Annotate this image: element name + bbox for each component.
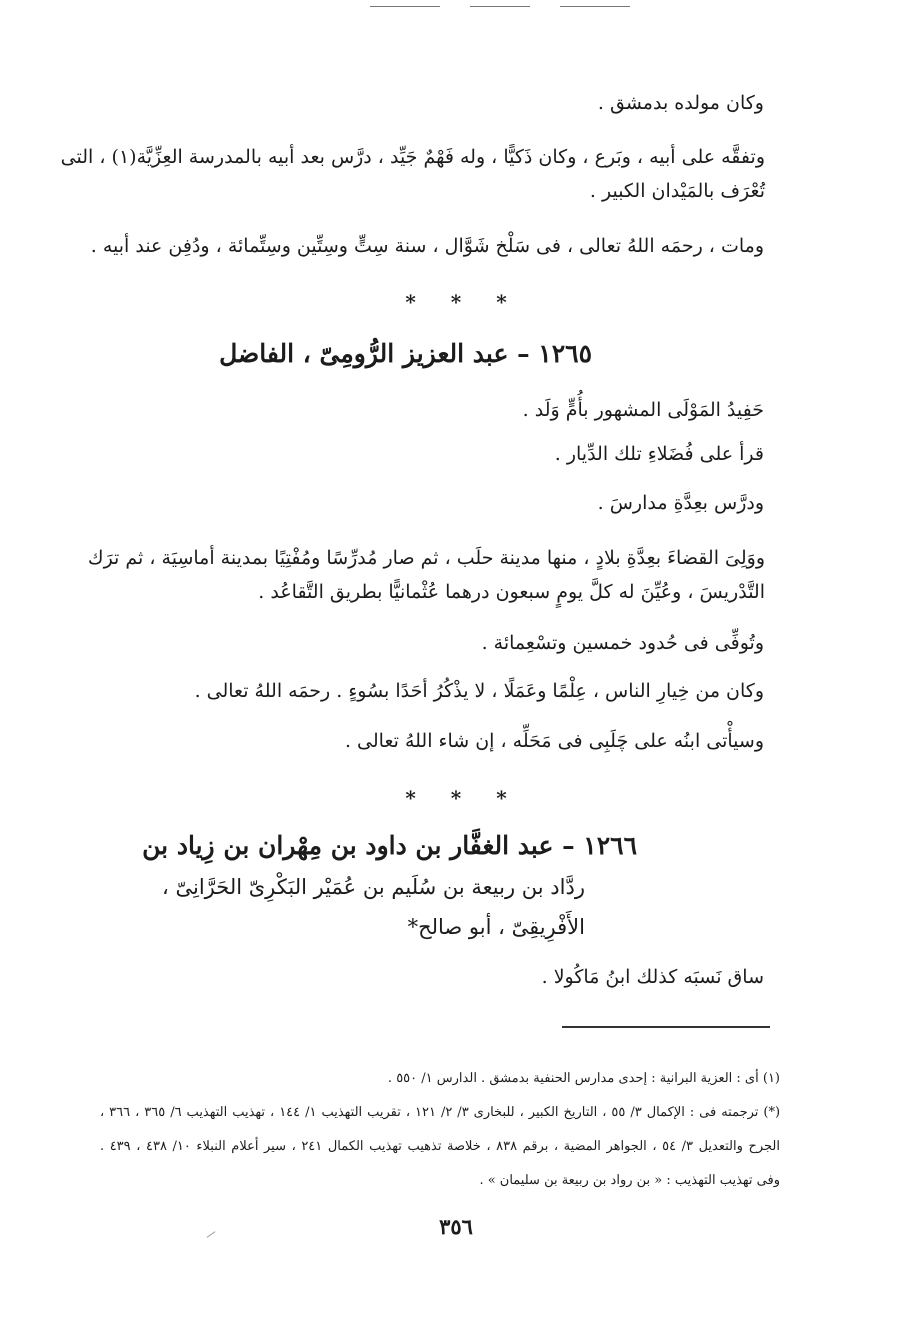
footnote-line: (*) ترجمته فى : الإكمال ٣/ ٥٥ ، التاريخ الكبير ، للبخارى ٣/ ٢/ ١٢١ ، تقريب التهذيب ١/ ١٤٤ ، تهذيب التهذيب ٦/ ٣٦٥ ، ٣٦٦ ، (100, 1105, 781, 1120)
text-line: حَفِيدُ المَوْلَى المشهور بأُمٍّ وَلَد . (522, 399, 764, 421)
text-line: وتفقَّه على أبيه ، وبَرع ، وكان ذَكيًّا ، وله فَهْمٌ جَيِّد ، درَّس بعد أبيه بالمدرسة العِزِّيَّة(١) ، التى (60, 146, 765, 168)
entry-1265-body (90, 626, 764, 660)
footnote-line: وفى تهذيب التهذيب : « بن رواد بن ربيعة بن سليمان » . (479, 1173, 780, 1188)
section-separator: * * * (405, 290, 507, 314)
entry-1265-body (90, 724, 764, 758)
entry-1265-body (87, 541, 765, 609)
text-line: قرأ على فُضَلاءِ تلك الدِّيار . (554, 443, 764, 465)
entry-prev-body (60, 140, 765, 208)
text-line: وتُوفِّى فى حُدود خمسين وتسْعِمائة . (481, 632, 764, 654)
entry-1266-body (90, 960, 764, 994)
footnote-separator (562, 1026, 770, 1028)
section-separator: * * * (405, 786, 507, 810)
header-rule (370, 6, 440, 7)
header-rule (560, 6, 630, 7)
heading-line: الأَفْرِيقِىّ ، أبو صالح* (407, 915, 585, 939)
footnote-line: الجرح والتعديل ٣/ ٥٤ ، الجواهر المضية ، برقم ٨٣٨ ، خلاصة تذهيب تهذيب الكمال ٢٤١ ، سير أعلام النبلاء ١٠/ ٤٣٨ ، ٤٣٩ . (100, 1139, 781, 1154)
header-rule (470, 6, 530, 7)
entry-heading-1266 (142, 826, 637, 947)
entry-prev-body (90, 86, 764, 120)
text-line: ساق نَسبَه كذلك ابنُ مَاكُولا . (541, 966, 764, 988)
heading-line: ردَّاد بن ربيعة بن سُلَيم بن عُمَيْر البَكْرِىّ الحَرَّانِىّ ، (162, 875, 585, 899)
text-line: التَّدْريسَ ، وعُيِّنَ له كلَّ يومٍ سبعون درهما عُثْمانيًّا بطريق التَّقاعُد . (258, 581, 765, 603)
entry-heading-1265: ١٢٦٥ – عبد العزيز الرُّومِىّ ، الفاضل (219, 339, 592, 368)
footnote-line: (١) أى : العزية البرانية : إحدى مدارس الحنفية بدمشق . الدارس ١/ ٥٥٠ . (387, 1071, 780, 1086)
text-line: وسيأْتى ابنُه على چَلَبِى فى مَحَلِّه ، إن شاء اللهُ تعالى . (344, 730, 764, 752)
entry-1265-body (90, 393, 764, 427)
text-line: ودرَّس بعِدَّةِ مدارسَ . (597, 492, 764, 514)
heading-line: ١٢٦٦ – عبد الغفَّار بن داود بن مِهْران بن زِياد بن (142, 831, 637, 860)
footnotes (100, 1062, 780, 1198)
entry-1265-body (90, 486, 764, 520)
header-rules (300, 6, 630, 10)
entry-1265-body (90, 674, 764, 708)
entry-1265-body (90, 437, 764, 471)
text-line: ومات ، رحمَه اللهُ تعالى ، فى سَلْخ شَوَّال ، سنة سِتٍّ وسِتِّين وسِتِّمائة ، ودُفِن عند أبيه . (90, 235, 764, 257)
page-number: ٣٥٦ (439, 1214, 473, 1239)
text-line: وكان من خِيارِ الناس ، عِلْمًا وعَمَلًا ، لا يذْكُرُ أحَدًا بسُوءٍ . رحمَه اللهُ تعالى . (194, 680, 764, 702)
entry-prev-body (90, 229, 764, 263)
text-line: تُعْرَف بالمَيْدان الكبير . (589, 180, 765, 202)
text-line: وكان مولده بدمشق . (597, 92, 764, 114)
text-line: ووَلِىَ القضاءَ بعِدَّةِ بلادٍ ، منها مدينة حلَب ، ثم صار مُدرِّسًا ومُفْتِيًا بمدينة أماسِيَة ، ثم ترَك (87, 547, 765, 569)
